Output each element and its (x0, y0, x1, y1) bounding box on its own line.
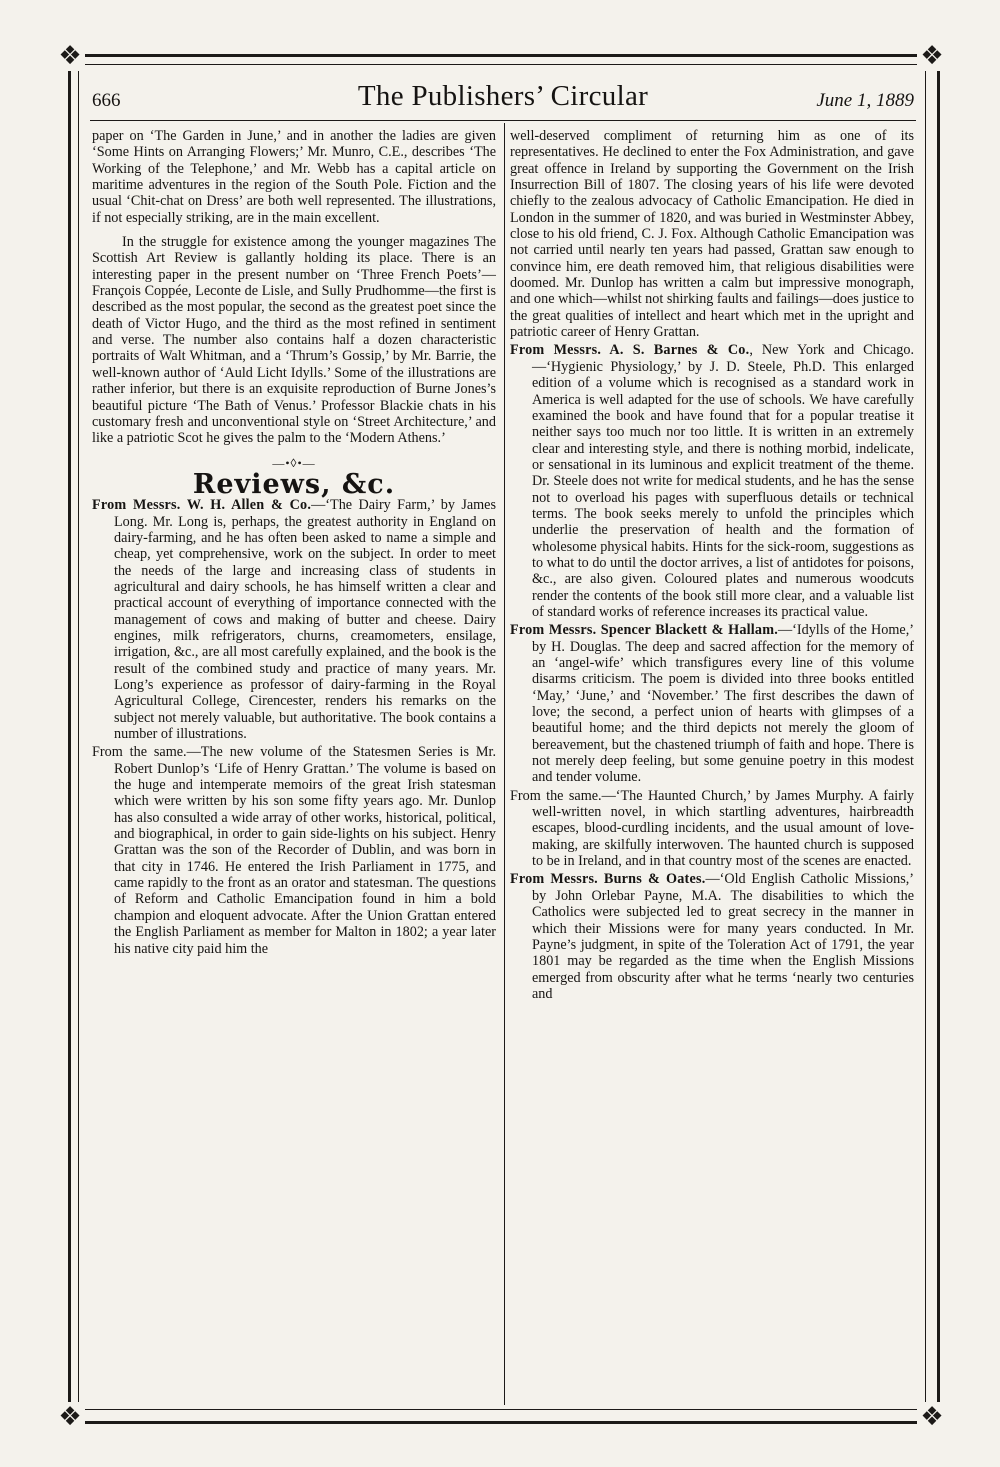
review-entry (92, 497, 496, 742)
corner-ornament-icon: ❖ (917, 41, 947, 71)
section-ornament: —•◊•— (272, 455, 316, 470)
garden-article-paragraph: paper on ‘The Garden in June,’ and in another the ladies are given ‘Some Hints on Arranging Flowers;’ Mr. Munro, C.E., describes ‘The Working of the Telephone,’ and Mr. Webb has a capital article on maritime adventures in the region of the South Pole. Fiction and the usual ‘Chit-chat on Dress’ are both well represented. The illustrations, if not especially striking, are in the main excellent. (92, 128, 496, 226)
review-text: —‘Idylls of the Home,’ by H. Douglas. The deep and sacred affection for the memory of an ‘angel-wife’ which transfigures every line of this volume disarms criticism. The poem is divided into three books entitled ‘May,’ ‘June,’ and ‘November.’ The first describes the dawn of love; the second, a perfect union of hearts with glimpses of a beautiful home; and the third depicts not merely the gloom of bereavement, but the chastened triumph of faith and hope. There is not merely deep feeling, but some genuine poetry in this modest and tender volume. (532, 622, 914, 786)
review-entry (510, 342, 914, 620)
review-publisher: From Messrs. W. H. Allen & Co. (92, 497, 312, 514)
review-text: —‘Old English Catholic Missions,’ by John Orlebar Payne, M.A. The disabilities to which the Catholics were subjected led to great secrecy in the manner in which their Missions were for many years conducted. In Mr. Payne’s judgment, in spite of the Toleration Act of 1791, the year 1801 may be regarded as the time when the English Missions emerged from obscurity after what he terms ‘nearly two centuries and (532, 871, 914, 1002)
review-publisher: From Messrs. A. S. Barnes & Co. (510, 342, 750, 359)
corner-ornament-icon: ❖ (55, 41, 85, 71)
scottish-art-review-paragraph: In the struggle for existence among the younger magazines The Scottish Art Review is gallantly holding its place. There is an interesting paper in the present number on ‘Three French Poets’—François Coppée, Leconte de Lisle, and Sully Prudhomme—the first is described as the most popular, the second as the greatest poet since the death of Victor Hugo, and the third as the most refined in sentiment and verse. The number also contains half a dozen characteristic portraits of Walt Whitman, and a ‘Thrum’s Gossip,’ by Mr. Barrie, the well-known author of ‘Auld Licht Idylls.’ Some of the illustrations are rather inferior, but there is an exquisite reproduction of Burne Jones’s beautiful picture ‘The Bath of Venus.’ Professor Blackie chats in his customary fresh and unconventional style on ‘Street Architecture,’ and like a patriotic Scot he gives the palm to the ‘Modern Athens.’ (92, 234, 496, 447)
page-number: 666 (92, 90, 121, 111)
journal-title: The Publishers’ Circular (357, 80, 649, 112)
column-divider (504, 123, 505, 1405)
review-entry (510, 622, 914, 785)
review-entry (510, 871, 914, 1002)
review-publisher: From Messrs. Burns & Oates. (510, 871, 706, 888)
corner-ornament-icon: ❖ (55, 1402, 85, 1432)
grattan-continuation: well-deserved compliment of returning him as one of its representatives. He declined to enter the Fox Administration, and gave great offence in Ireland by supporting the Government on the Irish Insurrection Bill of 1807. The closing years of his life were devoted chiefly to the zealous advocacy of Catholic Emancipation. He died in London in the summer of 1820, and was buried in Westminster Abbey, close to his old friend, C. J. Fox. Although Catholic Emancipation was not carried until nearly ten years had passed, Grattan saw enough to convince him, ere death removed him, that religious disabilities were doomed. Mr. Dunlop has written a calm but impressive monograph, and one which—whilst not shirking faults and failings—does justice to the great qualities of intellect and heart which met in the upright and patriotic career of Henry Grattan. (510, 128, 914, 341)
review-publisher: From Messrs. Spencer Blackett & Hallam. (510, 622, 778, 639)
header-rule (90, 120, 916, 121)
right-column (510, 128, 914, 1002)
review-text: —‘The Dairy Farm,’ by James Long. Mr. Long is, perhaps, the greatest authority in England on dairy-farming, and he has often been asked to name a simple and cheap, yet comprehensive, work on the subject. In order to meet the needs of the large and increasing class of students in agricultural and dairy schools, he has himself written a clear and practical account of everything of importance connected with the management of cows and making of butter and cheese. Dairy engines, milk refrigerators, churns, creamometers, ensilage, irrigation, &c., are all most carefully explained, and the book is the result of the combined study and practice of many years. Mr. Long’s experience as professor of dairy-farming in the Royal Agricultural College, Cirencester, renders his remarks on the subject not merely valuable, but authoritative. The book contains a number of illustrations. (114, 497, 496, 743)
section-heading: Reviews, &c. (192, 468, 396, 500)
running-header (90, 76, 916, 120)
issue-date: June 1, 1889 (816, 90, 914, 111)
review-entry: From the same.—‘The Haunted Church,’ by James Murphy. A fairly well-written novel, in which startling adventures, hairbreadth escapes, blood-curdling incidents, and the usual amount of love-making, are skilfully interwoven. The haunted church is supposed to be in Ireland, and in that country most of the scenes are enacted. (510, 787, 914, 870)
review-text: , New York and Chicago.—‘Hygienic Physiology,’ by J. D. Steele, Ph.D. This enlarged edition of a volume which is recognised as a standard work in America is well adapted for the use of schools. We have carefully examined the book and have found that for a popular treatise it neither says too much nor too little. It is written in an extremely clear and interesting style, and there is nothing morbid, indelicate, or sensational in its luminous and explicit treatment of the theme. Dr. Steele does not write for medical students, and he has the sense not to overload his pages with superfluous details or technical terms. The book seeks merely to unfold the principles which underlie the preservation of health and the formation of wholesome physical habits. Hints for the sick-room, suggestions as to what to do until the doctor arrives, a list of antidotes for poisons, &c., are also given. Coloured plates and numerous woodcuts render the contents of the book still more clear, and a valuable list of standard works of reference increases its practical value. (532, 342, 914, 620)
corner-ornament-icon: ❖ (917, 1402, 947, 1432)
left-column (92, 128, 496, 957)
review-entry: From the same.—The new volume of the Statesmen Series is Mr. Robert Dunlop’s ‘Life of Henry Grattan.’ The volume is based on the huge and intemperate memoirs of the great Irish statesman which were written by his son some fifty years ago. Mr. Dunlop has also consulted a wide array of other works, historical, political, and biographical, in order to gain side-lights on his subject. Henry Grattan was the son of the Recorder of Dublin, and was born in that city in 1746. He entered the Irish Parliament in 1775, and came rapidly to the front as an orator and statesman. The questions of Reform and Catholic Emancipation found in him a bold champion and eloquent advocate. After the Union Grattan entered the English Parliament as member for Malton in 1802; a year later his native city paid him the (92, 744, 496, 957)
